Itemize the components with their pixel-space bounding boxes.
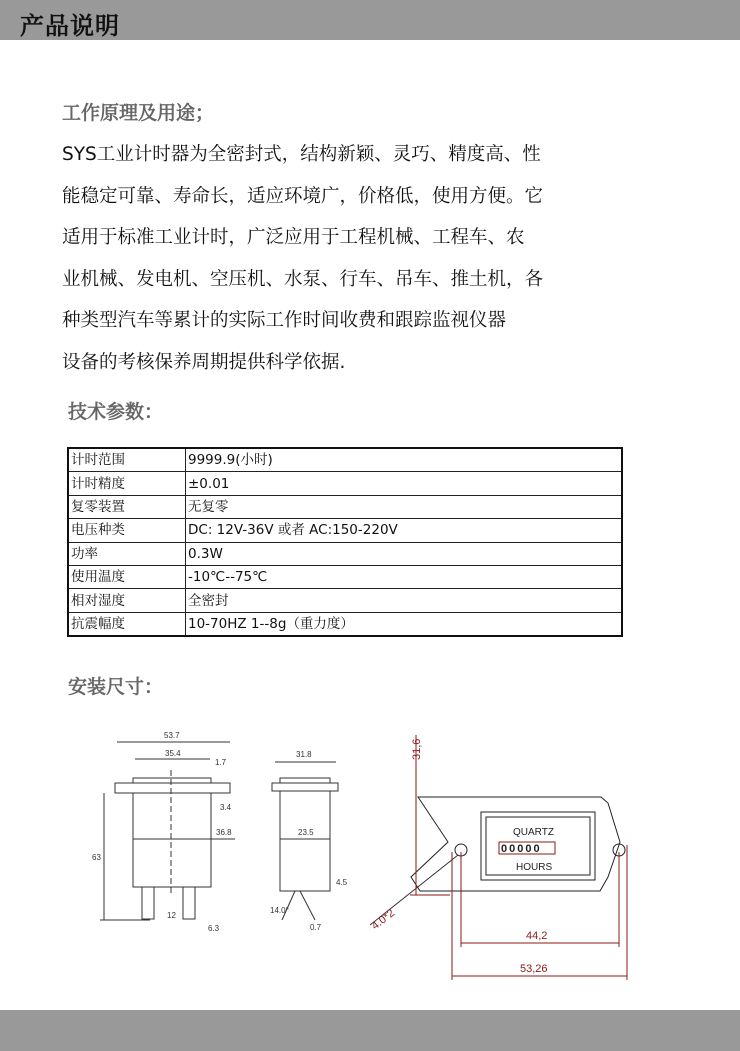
param-row — [68, 542, 622, 565]
param-row — [68, 519, 622, 542]
text-line: 种类型汽车等累计的实际工作时间收费和跟踪监视仪器 — [62, 310, 507, 332]
dim-side-angle: 14.0° — [270, 906, 289, 915]
footer-bar — [0, 1010, 740, 1051]
dim-side-d: 4.5 — [336, 878, 348, 887]
dim-front-d2: 3.4 — [220, 803, 232, 812]
dim-hole-span: 44,2 — [526, 930, 548, 942]
dim-side-width: 31.8 — [296, 750, 312, 759]
param-key: 功率 — [68, 542, 186, 565]
param-value: 全密封 — [186, 589, 623, 612]
dim-hole: 4.0*2 — [369, 907, 398, 933]
param-row — [68, 565, 622, 588]
param-key: 计时范围 — [68, 448, 186, 472]
dim-front-d1: 1.7 — [215, 758, 227, 767]
param-row — [68, 472, 622, 495]
param-row — [68, 448, 622, 472]
text-line: 设备的考核保养周期提供科学依据. — [62, 351, 346, 373]
dim-panel-height: 31,6 — [411, 738, 423, 760]
section-title-params: 技术参数： — [68, 401, 164, 423]
page-title: 产品说明 — [20, 12, 120, 40]
param-value: 10-70HZ 1--8g（重力度） — [186, 612, 623, 636]
dim-front-mid: 36.8 — [216, 828, 232, 837]
section-title-install: 安装尺寸： — [68, 676, 164, 698]
param-value: ±0.01 — [186, 472, 623, 495]
param-row — [68, 495, 622, 518]
text-line: 适用于标准工业计时，广泛应用于工程机械、工程车、农 — [62, 227, 525, 249]
dim-pin-gap: 12 — [167, 911, 176, 920]
param-row — [68, 589, 622, 612]
dim-front-width: 53.7 — [164, 731, 180, 740]
text-line: SYS工业计时器为全密封式，结构新颖、灵巧、精度高、性 — [62, 144, 541, 165]
param-value: 0.3W — [186, 542, 623, 565]
panel-unit: HOURS — [516, 862, 553, 873]
param-value: -10℃--75℃ — [186, 565, 623, 588]
params-table — [67, 447, 623, 637]
param-value: 9999.9(小时) — [186, 448, 623, 472]
text-line: 业机械、发电机、空压机、水泵、行车、吊车、推土机，各 — [62, 268, 544, 290]
param-value: 无复零 — [186, 495, 623, 518]
param-key: 相对湿度 — [68, 589, 186, 612]
param-row — [68, 612, 622, 636]
dim-side-t: 0.7 — [310, 923, 322, 932]
dim-front-inner: 35.4 — [165, 749, 181, 758]
section-title-principle: 工作原理及用途； — [62, 102, 215, 124]
dim-side-mid: 23.5 — [298, 828, 314, 837]
text-line: 能稳定可靠、寿命长，适应环境广，价格低，使用方便。它 — [62, 185, 544, 207]
dim-front-height: 63 — [92, 853, 101, 862]
front-view — [100, 742, 235, 920]
installation-drawing — [70, 715, 670, 1000]
principle-text — [62, 134, 642, 384]
param-key: 复零装置 — [68, 495, 186, 518]
panel-view — [369, 735, 627, 980]
param-value: DC: 12V-36V 或者 AC:150-220V — [186, 519, 623, 542]
header-bar — [0, 0, 740, 40]
param-key: 抗震幅度 — [68, 612, 186, 636]
param-key: 计时精度 — [68, 472, 186, 495]
dim-pin-width: 6.3 — [208, 924, 220, 933]
side-view — [272, 762, 338, 920]
param-key: 电压种类 — [68, 519, 186, 542]
panel-counter: 00000 — [501, 843, 542, 855]
panel-brand: QUARTZ — [513, 827, 554, 838]
param-key: 使用温度 — [68, 565, 186, 588]
dim-total-width: 53,26 — [520, 963, 548, 975]
